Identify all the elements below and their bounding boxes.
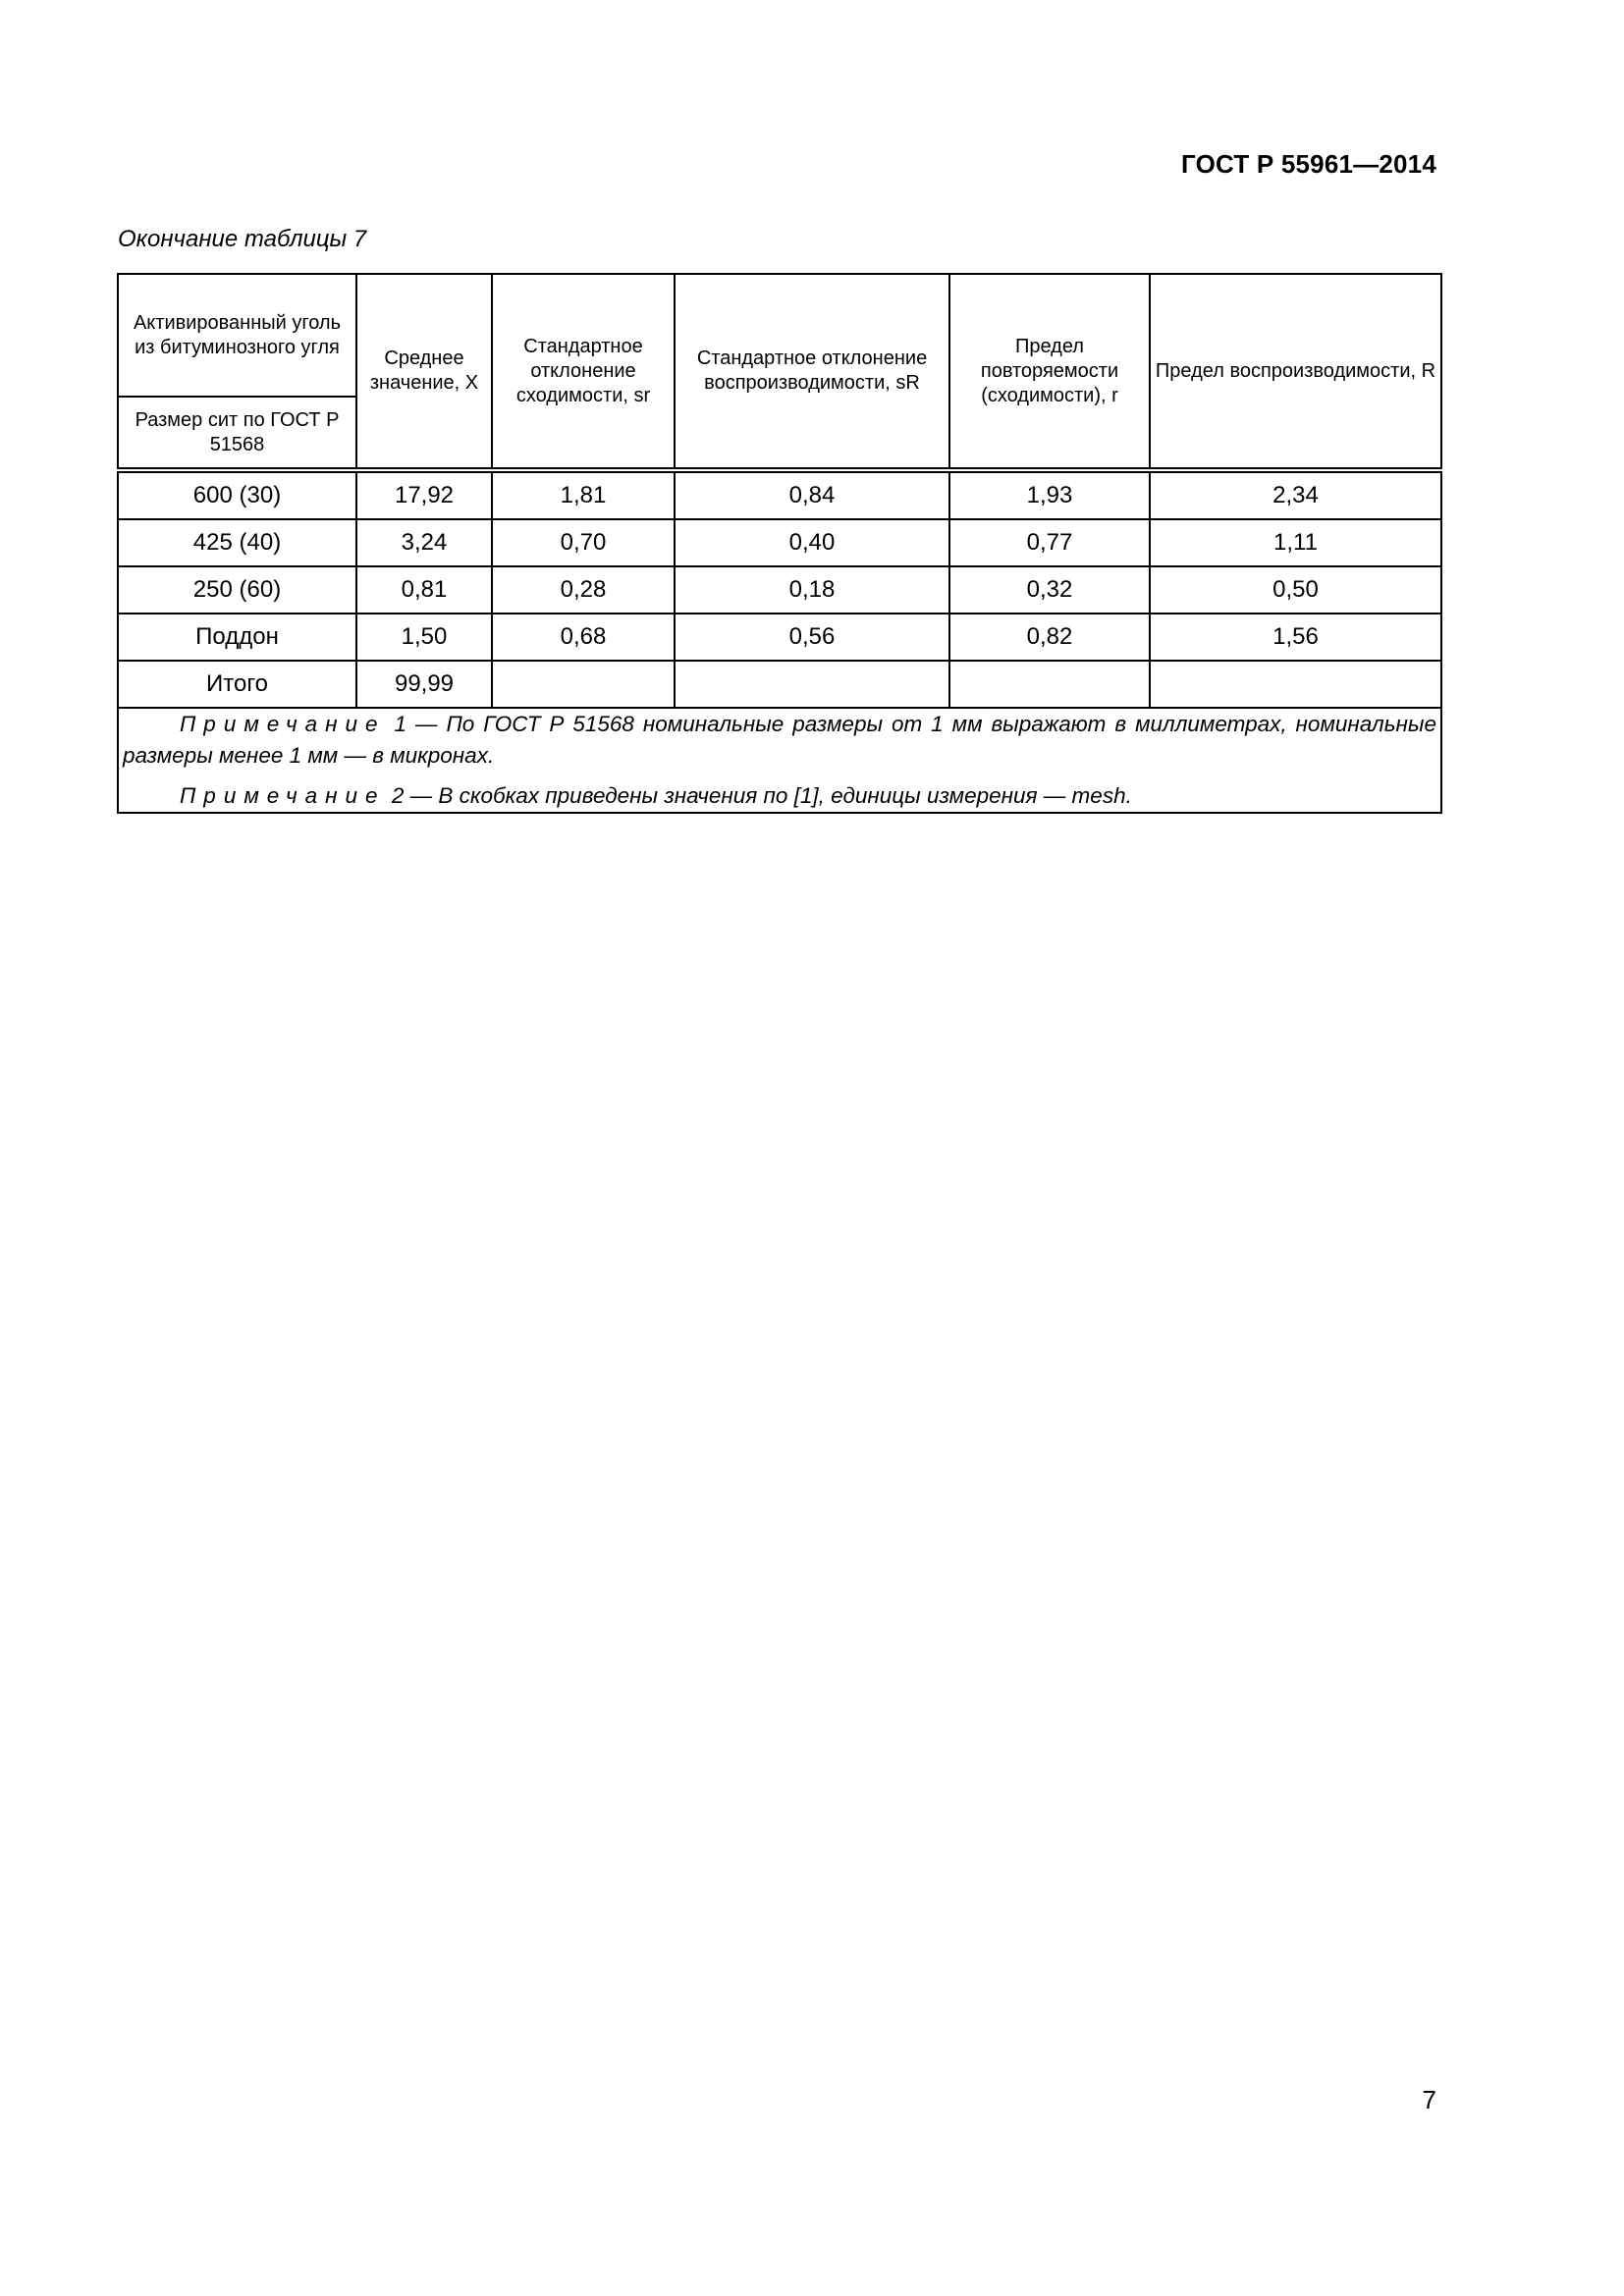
header-sieve-size: Размер сит по ГОСТ Р 51568 [118, 397, 356, 468]
table-row [118, 661, 1441, 708]
page-number: 7 [1422, 2085, 1436, 2114]
table-cell: 425 (40) [118, 519, 356, 566]
header-reproducibility-limit: Предел воспроизводимости, R [1150, 274, 1441, 468]
table-row [118, 519, 1441, 566]
table-cell: 1,50 [356, 614, 492, 661]
table-row [118, 566, 1441, 614]
table-cell: 0,28 [492, 566, 675, 614]
table-cell: 1,56 [1150, 614, 1441, 661]
header-coal-type: Активированный уголь из битуминозного угля [118, 274, 356, 397]
table-cell: 0,82 [949, 614, 1150, 661]
table-cell: 99,99 [356, 661, 492, 708]
table-cell: 0,81 [356, 566, 492, 614]
header-repeatability-limit: Предел повторяемости (сходимости), r [949, 274, 1150, 468]
table-cell: 17,92 [356, 472, 492, 519]
table-cell: 0,56 [675, 614, 949, 661]
note-2 [123, 780, 1436, 812]
table-cell [492, 661, 675, 708]
note-text: 1 — По ГОСТ Р 51568 номинальные размеры от 1 мм выражают в миллиметрах, номинальные размеры менее 1 мм — в микронах. [123, 712, 1436, 768]
table-caption: Окончание таблицы 7 [118, 226, 367, 252]
table-cell [1150, 661, 1441, 708]
table-cell: 0,18 [675, 566, 949, 614]
table-cell: 1,81 [492, 472, 675, 519]
table-cell: 250 (60) [118, 566, 356, 614]
note-label: Примечание [180, 712, 386, 736]
table-cell: 0,50 [1150, 566, 1441, 614]
table-cell: Поддон [118, 614, 356, 661]
note-1 [123, 709, 1436, 772]
table-cell: 600 (30) [118, 472, 356, 519]
document-id: ГОСТ Р 55961—2014 [1181, 149, 1436, 179]
header-sd-repeatability: Стандартное отклонение сходимости, sr [492, 274, 675, 468]
table-cell: 1,93 [949, 472, 1150, 519]
table-row [118, 472, 1441, 519]
note-label: Примечание [180, 783, 386, 808]
table-cell [675, 661, 949, 708]
header-sd-reproducibility: Стандартное отклонение воспроизводимости, sR [675, 274, 949, 468]
table-notes [118, 708, 1441, 813]
table-cell [949, 661, 1150, 708]
table-cell: 0,77 [949, 519, 1150, 566]
table-cell: 2,34 [1150, 472, 1441, 519]
table-row [118, 614, 1441, 661]
data-table [117, 273, 1442, 814]
table-cell: Итого [118, 661, 356, 708]
table-cell: 0,40 [675, 519, 949, 566]
header-mean: Среднее значение, X [356, 274, 492, 468]
note-text: 2 — В скобках приведены значения по [1], единицы измерения — mesh. [385, 783, 1132, 808]
table-cell: 0,84 [675, 472, 949, 519]
table-cell: 0,68 [492, 614, 675, 661]
table-cell: 1,11 [1150, 519, 1441, 566]
table-cell: 3,24 [356, 519, 492, 566]
table-cell: 0,70 [492, 519, 675, 566]
table-cell: 0,32 [949, 566, 1150, 614]
